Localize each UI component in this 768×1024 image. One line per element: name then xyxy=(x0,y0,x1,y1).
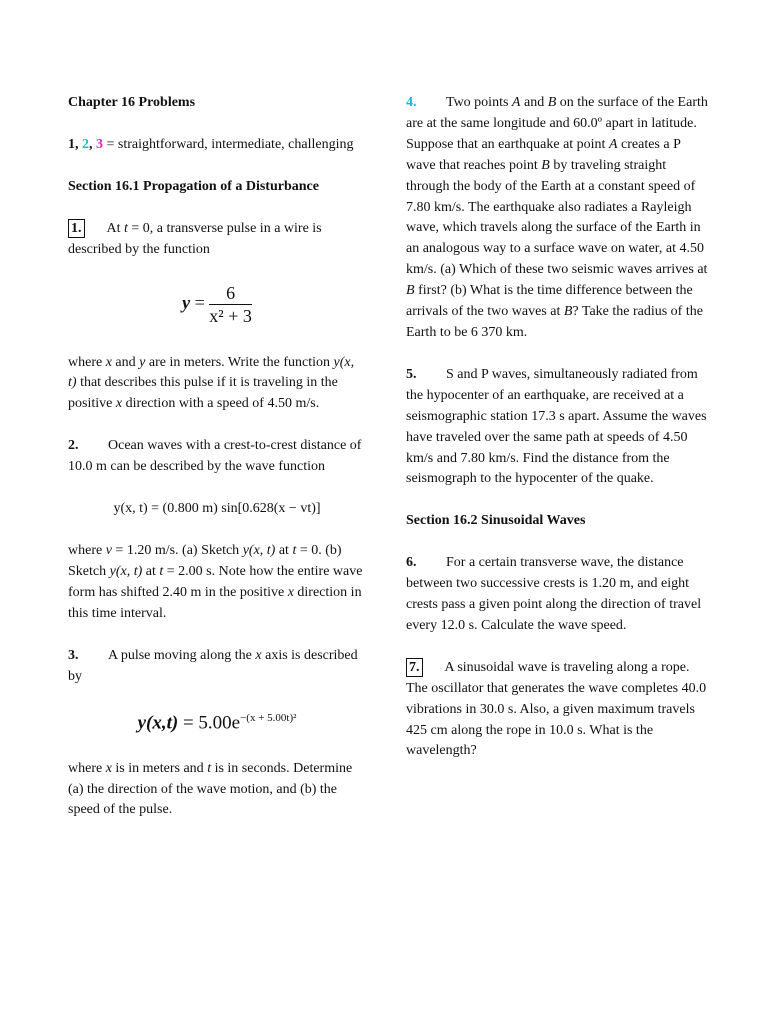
legend-text: = straightforward, intermediate, challenging xyxy=(103,136,354,152)
problem-2-number: 2. xyxy=(68,438,79,454)
difficulty-legend: 1, 2, 3 = straightforward, intermediate, challenging xyxy=(68,136,354,152)
problem-4-number: 4. xyxy=(406,95,417,110)
problem-3-equation: $y(x,t) = 5.00e^{-(x + 5.00t)^2}$ xyxy=(137,712,297,734)
problem-4: 4. Two points A and B on the surface of the Earth are at the same longitude and 60.0º apart in latitude. Suppose that an earthquake at point A creates a P wave that reaches point B by traveling straight through the body of the Earth at a constant speed of 7.80 km/s. The earthquake also radiates a Rayleigh wave, which travels along the surface of the Earth in an analogous way to a surface wave on water, at 4.50 km/s. (a) Which of these two seismic waves arrives at B first? (b) What is the time difference between the arrivals of the two waves at B? Take the radius of the Earth to be 6 370 km. xyxy=(406,95,708,340)
problem-7-number: 7. xyxy=(406,658,423,677)
problem-3: 3. A pulse moving along the x axis is described by xyxy=(68,647,358,684)
legend-straightforward: 1 xyxy=(68,136,75,152)
problem-1-number: 1. xyxy=(68,219,85,238)
problem-5: 5. S and P waves, simultaneously radiated from the hypocenter of an earthquake, are received at a seismographic station 17.3 s apart. Assume the waves have traveled over the same path at speeds of 4.50 km/s and 7.80 km/s. Find the distance from the seismograph to the hypocenter of the quake. xyxy=(406,366,707,487)
problem-1-equation: y = $\frac{6}{\text{x² + 3}}$ xyxy=(182,282,252,326)
problem-5-number: 5. xyxy=(406,366,417,382)
problem-6: 6. For a certain transverse wave, the distance between two successive crests is 1.20 m, and eight crests pass a given point along the direction of travel every 12.0 s. Calculate the wave speed. xyxy=(406,555,702,633)
right-column xyxy=(406,93,710,783)
section-heading-16-2: Section 16.2 Sinusoidal Waves xyxy=(406,513,586,529)
page-title: Chapter 16 Problems xyxy=(68,95,196,110)
problem-1: 1. At t = 0, a transverse pulse in a wire is described by the function xyxy=(68,220,322,257)
problem-3-number: 3. xyxy=(68,647,79,663)
left-column xyxy=(68,93,366,842)
problem-1-question: where x and y are in meters. Write the function y(x, t) that describes this pulse if it is traveling in the positive x direction with a speed of 4.50 m/s. xyxy=(68,354,355,412)
problem-2-question: where v = 1.20 m/s. (a) Sketch y(x, t) at t = 0. (b) Sketch y(x, t) at t = 2.00 s. Note how the entire wave form has shifted 2.40 m in the positive x direction in this time interval. xyxy=(68,542,363,621)
problem-6-number: 6. xyxy=(406,555,417,571)
legend-challenging: 3 xyxy=(96,136,103,152)
problem-3-question: where x is in meters and t is in seconds. Determine (a) the direction of the wave motion, and (b) the speed of the pulse. xyxy=(68,760,353,818)
legend-intermediate: 2 xyxy=(82,136,89,152)
section-heading-16-1: Section 16.1 Propagation of a Disturbance xyxy=(68,178,319,194)
problem-7: 7. A sinusoidal wave is traveling along a rope. The oscillator that generates the wave completes 40.0 vibrations in 30.0 s. Also, a given maximum travels 425 cm along the rope in 10.0 s. What is the wavelength? xyxy=(406,659,707,759)
fraction: $\frac{6}{\text{x² + 3}}$ xyxy=(209,282,252,326)
problem-2-equation: y(x, t) = (0.800 m) sin[0.628(x − vt)] xyxy=(113,501,321,517)
problem-2: 2. Ocean waves with a crest-to-crest distance of 10.0 m can be described by the wave function xyxy=(68,438,362,475)
